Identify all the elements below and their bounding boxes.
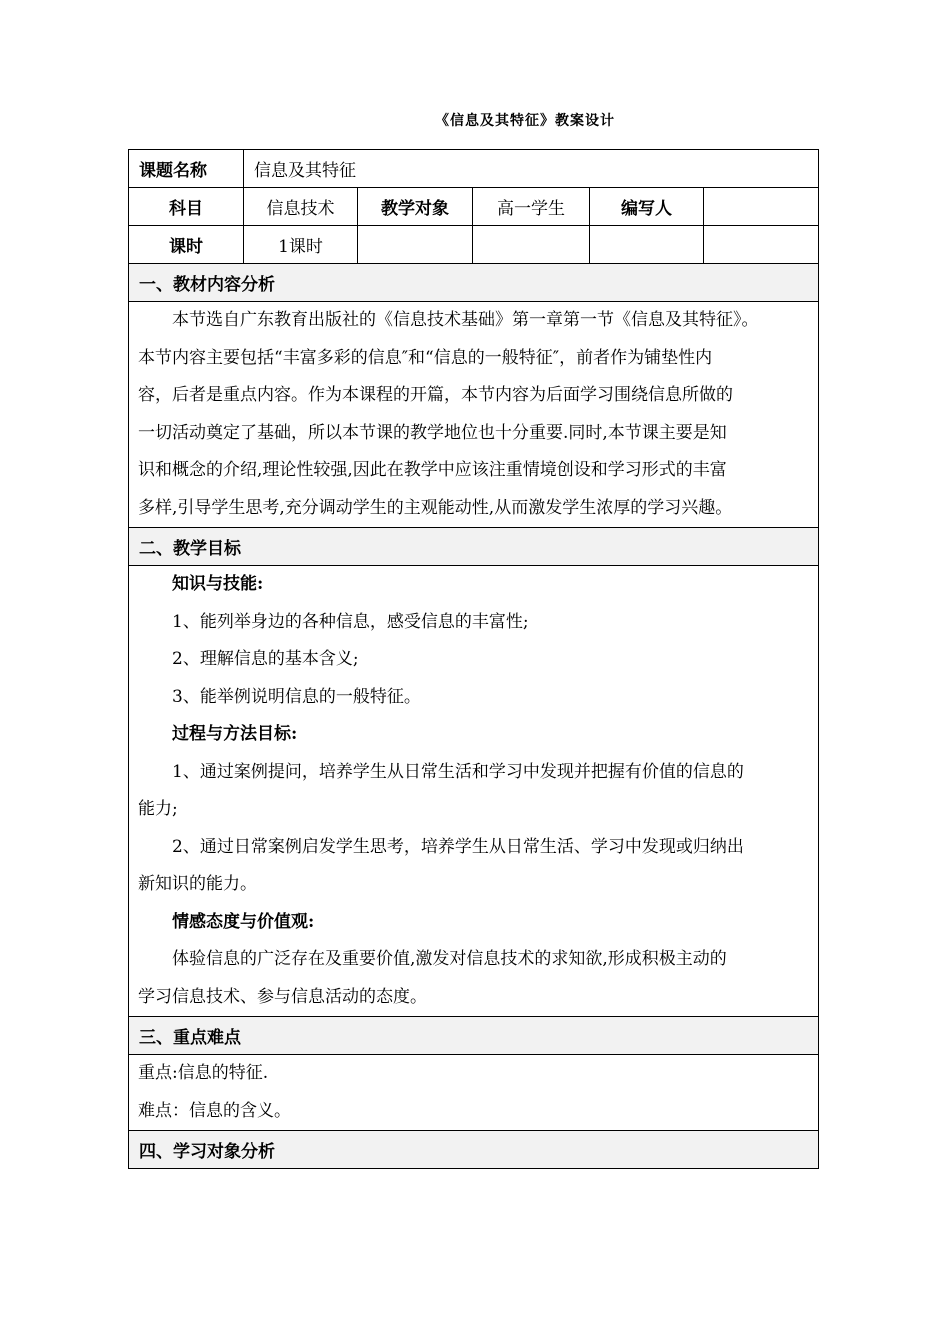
lesson-plan-table: [128, 149, 819, 1169]
audience-value: 高一学生: [473, 188, 590, 226]
topic-label: 课题名称: [129, 150, 244, 188]
subject-value: 信息技术: [244, 188, 358, 226]
material-analysis-text: [129, 302, 819, 528]
section-body-row: [129, 1055, 819, 1131]
section-header-row: [129, 528, 819, 566]
empty-cell: [358, 226, 473, 264]
hours-row: [129, 226, 819, 264]
empty-cell: [590, 226, 704, 264]
section-header-row: [129, 264, 819, 302]
section-heading-keypoints: 三、重点难点: [129, 1017, 819, 1055]
paragraph-line: 本节内容主要包括“丰富多彩的信息″和“信息的一般特征″，前者作为铺垫性内: [138, 347, 713, 368]
paragraph-line: 一切活动奠定了基础，所以本节课的教学地位也十分重要.同时,本节课主要是知: [138, 422, 727, 443]
knowledge-item: 3、能举例说明信息的一般特征。: [172, 686, 421, 707]
knowledge-item: 1、能列举身边的各种信息，感受信息的丰富性;: [172, 611, 529, 632]
empty-cell: [704, 226, 819, 264]
author-value: [704, 188, 819, 226]
section-body-row: [129, 566, 819, 1017]
section-header-row: [129, 1131, 819, 1169]
subject-label: 科目: [129, 188, 244, 226]
paragraph-line: 多样,引导学生思考,充分调动学生的主观能动性,从而激发学生浓厚的学习兴趣。: [138, 497, 733, 518]
author-label: 编写人: [590, 188, 704, 226]
section-body-row: [129, 302, 819, 528]
teaching-goals-text: [129, 566, 819, 1017]
section-heading-learners: 四、学习对象分析: [129, 1131, 819, 1169]
knowledge-item: 2、理解信息的基本含义;: [172, 649, 359, 669]
emotion-line: 学习信息技术、参与信息活动的态度。: [138, 986, 427, 1007]
section-header-row: [129, 1017, 819, 1055]
emotion-title: 情感态度与价值观:: [172, 911, 315, 932]
process-line: 能力;: [138, 799, 178, 819]
process-line: 1、通过案例提问，培养学生从日常生活和学习中发现并把握有价值的信息的: [172, 761, 744, 782]
paragraph-line: 识和概念的介绍,理论性较强,因此在教学中应该注重情境创设和学习形式的丰富: [138, 460, 727, 480]
process-line: 新知识的能力。: [138, 874, 257, 894]
subject-row: [129, 188, 819, 226]
paragraph-line: 容，后者是重点内容。作为本课程的开篇，本节内容为后面学习围绕信息所做的: [138, 385, 733, 405]
hours-value: 1课时: [244, 226, 358, 264]
key-point: 重点:信息的特征.: [138, 1063, 269, 1083]
paragraph-line: 本节选自广东教育出版社的《信息技术基础》第一章第一节《信息及其特征》。: [172, 310, 759, 330]
difficult-point: 难点：信息的含义。: [138, 1100, 291, 1121]
document-title: 《信息及其特征》教案设计: [435, 113, 615, 129]
empty-cell: [473, 226, 590, 264]
hours-label: 课时: [129, 226, 244, 264]
section-heading-material: 一、教材内容分析: [129, 264, 819, 302]
audience-label: 教学对象: [358, 188, 473, 226]
knowledge-title: 知识与技能:: [172, 574, 264, 594]
section-heading-goals: 二、教学目标: [129, 528, 819, 566]
process-title: 过程与方法目标:: [172, 724, 298, 744]
topic-value: 信息及其特征: [244, 150, 819, 188]
topic-row: [129, 150, 819, 188]
emotion-line: 体验信息的广泛存在及重要价值,激发对信息技术的求知欲,形成积极主动的: [172, 949, 727, 969]
process-line: 2、通过日常案例启发学生思考，培养学生从日常生活、学习中发现或归纳出: [172, 836, 744, 857]
keypoints-text: [129, 1055, 819, 1131]
